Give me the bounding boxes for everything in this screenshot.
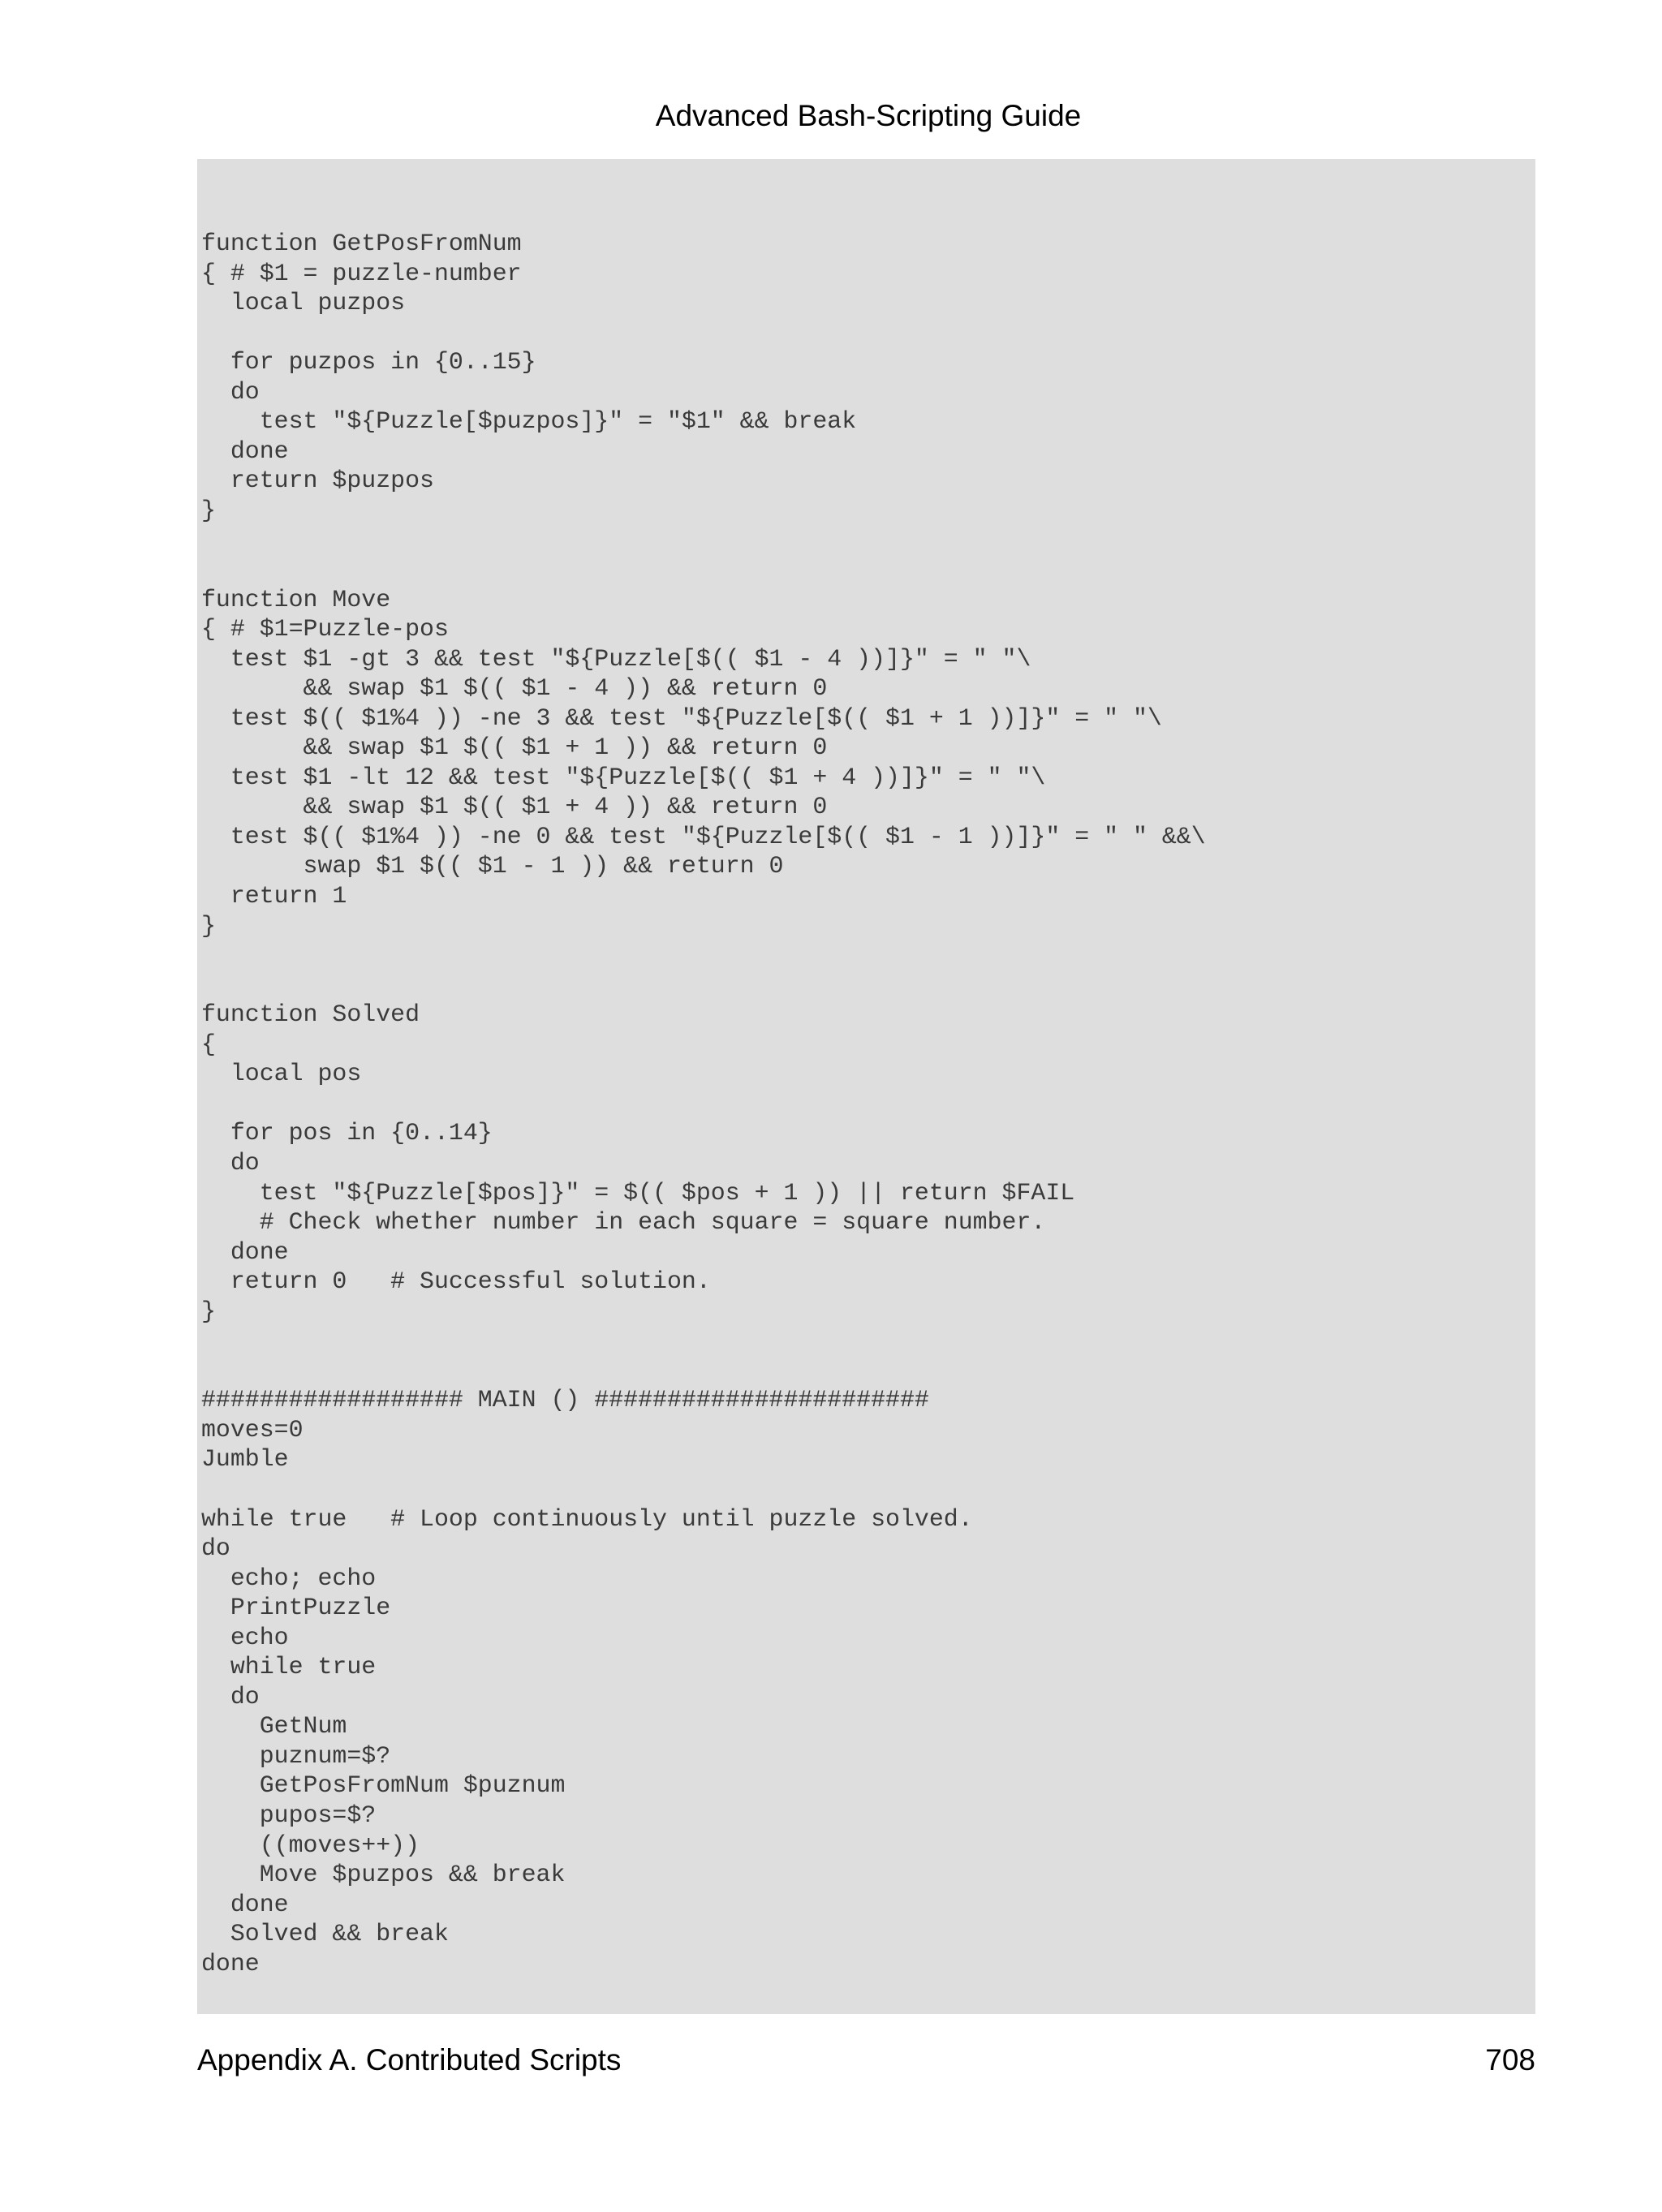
footer-section-title: Appendix A. Contributed Scripts [197, 2043, 622, 2076]
code-listing [197, 159, 1535, 2014]
page-footer [197, 2043, 1535, 2084]
code-text: function GetPosFromNum { # $1 = puzzle-number local puzpos for puzpos in {0..15} do test "${Puzzle[$puzpos]}" = "$1" && break done return $puzpos } function Move { # $1=Puzzle-pos test $1 -gt 3 && test "${Puzzle[$(( $1 - 4 ))]}" = " "\ && swap $1 $(( $1 - 4 )) && return 0 test $(( $1%4 )) -ne 3 && test "${Puzzle[$(( $1 + 1 ))]}" = " "\ && swap $1 $(( $1 + 1 )) && return 0 test $1 -lt 12 && test "${Puzzle[$(( $1 + 4 ))]}" = " "\ && swap $1 $(( $1 + 4 )) && return 0 test $(( $1%4 )) -ne 0 && test "${Puzzle[$(( $1 - 1 ))]}" = " " &&\ swap $1 $(( $1 - 1 )) && return 0 return 1 } function Solved { local pos for pos in {0..14} do test "${Puzzle[$pos]}" = $(( $pos + 1 )) || return $FAIL # Check whether number in each square = square number. done return 0 # Successful solution. } ################## MAIN () ####################### moves=0 Jumble while true # Loop continuously until puzzle solved. do echo; echo PrintPuzzle echo while true do GetNum puznum=$? GetPosFromNum $puznum pupos=$? ((moves++)) Move $puzpos && break done Solved && break done [201, 230, 1206, 1977]
page-number: 708 [1485, 2043, 1535, 2076]
page-header: Advanced Bash-Scripting Guide [655, 99, 1082, 132]
